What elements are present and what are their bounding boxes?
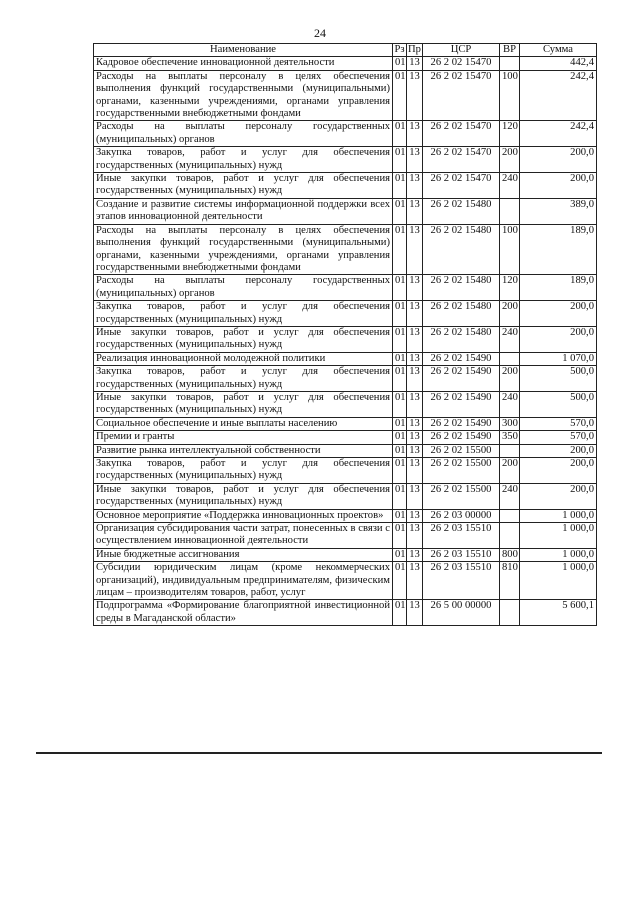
cell-sum: 1 000,0 [520,562,597,600]
cell-csr: 26 2 02 15480 [423,326,500,352]
table-row [94,483,597,509]
cell-vr [500,523,520,549]
cell-vr: 350 [500,431,520,444]
cell-name: Иные бюджетные ассигнования [94,548,393,561]
cell-vr [500,600,520,626]
table-row [94,121,597,147]
table-row [94,326,597,352]
cell-csr: 26 2 02 15480 [423,224,500,275]
cell-csr: 26 2 02 15490 [423,352,500,365]
cell-vr: 200 [500,301,520,327]
cell-name: Расходы на выплаты персоналу государственных (муниципальных) органов [94,121,393,147]
cell-rz: 01 [393,326,407,352]
header-csr: ЦСР [423,44,500,57]
cell-sum: 200,0 [520,326,597,352]
cell-rz: 01 [393,366,407,392]
table-row [94,70,597,121]
cell-rz: 01 [393,431,407,444]
cell-pr: 13 [407,121,423,147]
cell-rz: 01 [393,548,407,561]
table-row [94,366,597,392]
budget-table [93,43,597,626]
table-row [94,147,597,173]
cell-name: Закупка товаров, работ и услуг для обеспечения государственных (муниципальных) нужд [94,147,393,173]
cell-pr: 13 [407,562,423,600]
table-row [94,562,597,600]
cell-rz: 01 [393,391,407,417]
cell-pr: 13 [407,548,423,561]
cell-name: Иные закупки товаров, работ и услуг для обеспечения государственных (муниципальных) нужд [94,483,393,509]
cell-vr: 240 [500,173,520,199]
cell-vr: 240 [500,483,520,509]
cell-vr: 200 [500,366,520,392]
cell-vr: 800 [500,548,520,561]
cell-csr: 26 2 02 15500 [423,458,500,484]
table-row [94,509,597,522]
cell-rz: 01 [393,173,407,199]
cell-name: Кадровое обеспечение инновационной деятельности [94,57,393,70]
cell-csr: 26 2 02 15480 [423,198,500,224]
table-row [94,198,597,224]
cell-name: Реализация инновационной молодежной политики [94,352,393,365]
cell-name: Основное мероприятие «Поддержка инновационных проектов» [94,509,393,522]
cell-csr: 26 2 02 15470 [423,57,500,70]
cell-rz: 01 [393,417,407,430]
cell-sum: 200,0 [520,458,597,484]
cell-pr: 13 [407,173,423,199]
header-sum: Сумма [520,44,597,57]
cell-csr: 26 2 03 00000 [423,509,500,522]
header-rz: Рз [394,44,405,55]
cell-sum: 389,0 [520,198,597,224]
cell-vr: 810 [500,562,520,600]
cell-vr: 120 [500,275,520,301]
cell-rz: 01 [393,352,407,365]
table-row [94,458,597,484]
cell-pr: 13 [407,600,423,626]
cell-pr: 13 [407,391,423,417]
cell-vr: 300 [500,417,520,430]
cell-rz: 01 [393,147,407,173]
cell-rz: 01 [393,562,407,600]
cell-pr: 13 [407,57,423,70]
cell-rz: 01 [393,121,407,147]
cell-name: Иные закупки товаров, работ и услуг для обеспечения государственных (муниципальных) нужд [94,326,393,352]
header-name: Наименование [94,44,393,57]
cell-sum: 570,0 [520,417,597,430]
cell-pr: 13 [407,198,423,224]
cell-pr: 13 [407,483,423,509]
table-row [94,352,597,365]
cell-vr [500,57,520,70]
cell-vr: 200 [500,147,520,173]
cell-name: Иные закупки товаров, работ и услуг для обеспечения государственных (муниципальных) нужд [94,173,393,199]
cell-vr: 100 [500,224,520,275]
cell-sum: 1 000,0 [520,523,597,549]
cell-rz: 01 [393,57,407,70]
cell-csr: 26 2 03 15510 [423,562,500,600]
cell-vr [500,198,520,224]
cell-csr: 26 2 02 15470 [423,147,500,173]
table-header-row [94,44,597,57]
table-row [94,57,597,70]
cell-sum: 189,0 [520,224,597,275]
cell-name: Закупка товаров, работ и услуг для обеспечения государственных (муниципальных) нужд [94,458,393,484]
table-row [94,417,597,430]
cell-csr: 26 2 02 15470 [423,173,500,199]
cell-csr: 26 2 02 15500 [423,444,500,457]
cell-pr: 13 [407,458,423,484]
table-row [94,548,597,561]
table-row [94,301,597,327]
page-number: 24 [314,26,326,40]
cell-sum: 200,0 [520,444,597,457]
table-row [94,391,597,417]
cell-rz: 01 [393,275,407,301]
cell-csr: 26 2 02 15480 [423,301,500,327]
cell-csr: 26 2 02 15470 [423,121,500,147]
cell-sum: 500,0 [520,366,597,392]
cell-csr: 26 2 02 15490 [423,391,500,417]
cell-sum: 200,0 [520,483,597,509]
table-row [94,224,597,275]
cell-sum: 1 000,0 [520,509,597,522]
cell-name: Социальное обеспечение и иные выплаты населению [94,417,393,430]
cell-rz: 01 [393,224,407,275]
cell-csr: 26 2 02 15500 [423,483,500,509]
cell-rz: 01 [393,483,407,509]
cell-pr: 13 [407,523,423,549]
cell-name: Иные закупки товаров, работ и услуг для обеспечения государственных (муниципальных) нужд [94,391,393,417]
cell-name: Подпрограмма «Формирование благоприятной инвестиционной среды в Магаданской области» [94,600,393,626]
cell-csr: 26 2 03 15510 [423,523,500,549]
cell-pr: 13 [407,275,423,301]
cell-sum: 200,0 [520,173,597,199]
cell-rz: 01 [393,198,407,224]
cell-pr: 13 [407,431,423,444]
cell-sum: 200,0 [520,301,597,327]
cell-sum: 5 600,1 [520,600,597,626]
cell-vr: 240 [500,326,520,352]
cell-name: Развитие рынка интеллектуальной собственности [94,444,393,457]
cell-rz: 01 [393,444,407,457]
table-body [94,57,597,626]
header-pr: Пр [408,44,421,55]
table-row [94,431,597,444]
cell-pr: 13 [407,301,423,327]
table-row [94,275,597,301]
cell-pr: 13 [407,444,423,457]
cell-name: Расходы на выплаты персоналу в целях обеспечения выполнения функций государственными (муниципальными) органами, казенными учреждениями, органами управления государственными внебюджетными фондами [94,224,393,275]
cell-sum: 442,4 [520,57,597,70]
cell-sum: 1 070,0 [520,352,597,365]
cell-rz: 01 [393,509,407,522]
cell-name: Закупка товаров, работ и услуг для обеспечения государственных (муниципальных) нужд [94,301,393,327]
cell-sum: 242,4 [520,70,597,121]
cell-name: Субсидии юридическим лицам (кроме некоммерческих организаций), индивидуальным предпринимателям, физическим лицам – производителям товаров, работ, услуг [94,562,393,600]
cell-sum: 1 000,0 [520,548,597,561]
cell-sum: 242,4 [520,121,597,147]
cell-pr: 13 [407,352,423,365]
table-row [94,444,597,457]
cell-rz: 01 [393,458,407,484]
header-vr: ВР [500,44,520,57]
cell-pr: 13 [407,326,423,352]
cell-sum: 200,0 [520,147,597,173]
cell-pr: 13 [407,70,423,121]
cell-csr: 26 2 02 15490 [423,417,500,430]
table-row [94,600,597,626]
page-divider [36,752,602,754]
cell-pr: 13 [407,509,423,522]
cell-pr: 13 [407,366,423,392]
cell-csr: 26 2 02 15490 [423,366,500,392]
cell-pr: 13 [407,224,423,275]
cell-name: Закупка товаров, работ и услуг для обеспечения государственных (муниципальных) нужд [94,366,393,392]
cell-sum: 570,0 [520,431,597,444]
cell-name: Создание и развитие системы информационной поддержки всех этапов инновационной деятельности [94,198,393,224]
cell-sum: 500,0 [520,391,597,417]
cell-csr: 26 5 00 00000 [423,600,500,626]
cell-csr: 26 2 02 15490 [423,431,500,444]
cell-vr: 120 [500,121,520,147]
cell-csr: 26 2 03 15510 [423,548,500,561]
cell-vr [500,352,520,365]
cell-vr: 240 [500,391,520,417]
cell-vr [500,444,520,457]
cell-pr: 13 [407,417,423,430]
cell-rz: 01 [393,600,407,626]
cell-name: Расходы на выплаты персоналу государственных (муниципальных) органов [94,275,393,301]
table-row [94,173,597,199]
cell-name: Премии и гранты [94,431,393,444]
cell-rz: 01 [393,523,407,549]
cell-name: Расходы на выплаты персоналу в целях обеспечения выполнения функций государственными (муниципальными) органами, казенными учреждениями, органами управления государственными внебюджетными фондами [94,70,393,121]
cell-csr: 26 2 02 15470 [423,70,500,121]
cell-name: Организация субсидирования части затрат, понесенных в связи с осуществлением инновационной деятельности [94,523,393,549]
cell-vr [500,509,520,522]
cell-rz: 01 [393,70,407,121]
table-row [94,523,597,549]
cell-pr: 13 [407,147,423,173]
cell-vr: 100 [500,70,520,121]
cell-rz: 01 [393,301,407,327]
cell-vr: 200 [500,458,520,484]
cell-sum: 189,0 [520,275,597,301]
cell-csr: 26 2 02 15480 [423,275,500,301]
